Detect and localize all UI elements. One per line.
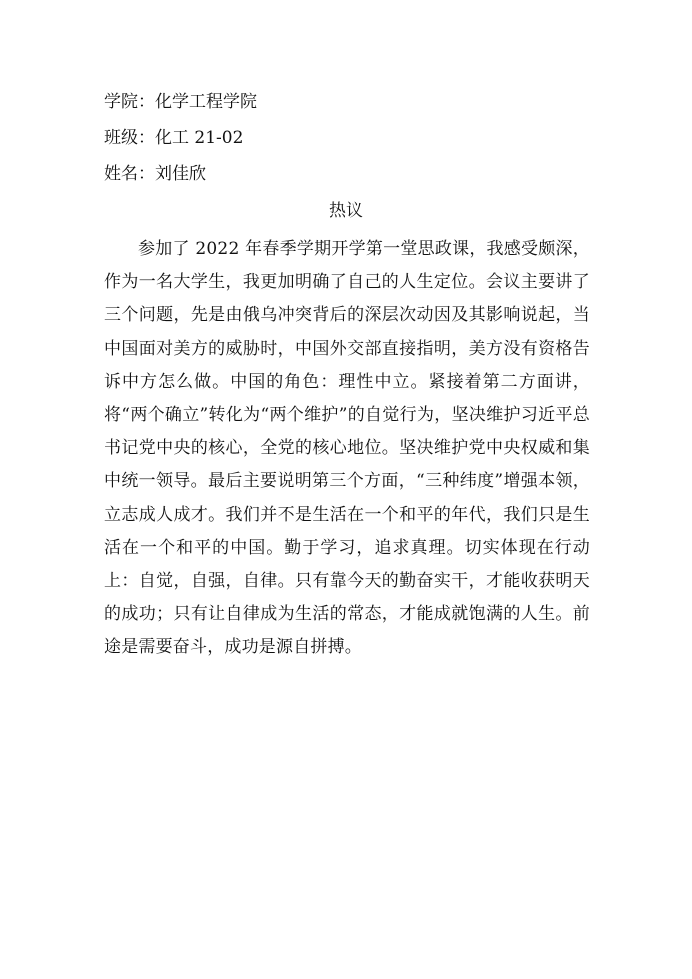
essay-body: 参加了 2022 年春季学期开学第一堂思政课，我感受颇深，作为一名大学生，我更加明确了自己的人生定位。会议主要讲了三个问题，先是由俄乌冲突背后的深层次动因及其影响说起，当中国面对美方的威胁时，中国外交部直接指明，美方没有资格告诉中方怎么做。中国的角色：理性中立。紧接着第二方面讲，将“两个确立”转化为“两个维护”的自觉行为，坚决维护习近平总书记党中央的核心，全党的核心地位。坚决维护党中央权威和集中统一领导。最后主要说明第三个方面，“三种纬度”增强本领，立志成人成才。我们并不是生活在一个和平的年代，我们只是生活在一个和平的中国。勤于学习，追求真理。切实体现在行动上：自觉，自强，自律。只有靠今天的勤奋实干，才能收获明天的成功；只有让自律成为生活的常态，才能成就饱满的人生。前途是需要奋斗，成功是源自拼搏。: [104, 239, 590, 658]
name-line: [104, 162, 206, 186]
college-label: 学院：: [104, 92, 155, 112]
class-label: 班级：: [104, 128, 155, 148]
class-value: 化工 21-02: [155, 128, 244, 148]
essay-title: 热议: [329, 201, 363, 221]
college-value: 化学工程学院: [155, 92, 257, 112]
name-label: 姓名：: [104, 164, 155, 184]
college-line: [104, 90, 257, 114]
name-value: 刘佳欣: [155, 164, 206, 184]
class-line: [104, 126, 243, 150]
